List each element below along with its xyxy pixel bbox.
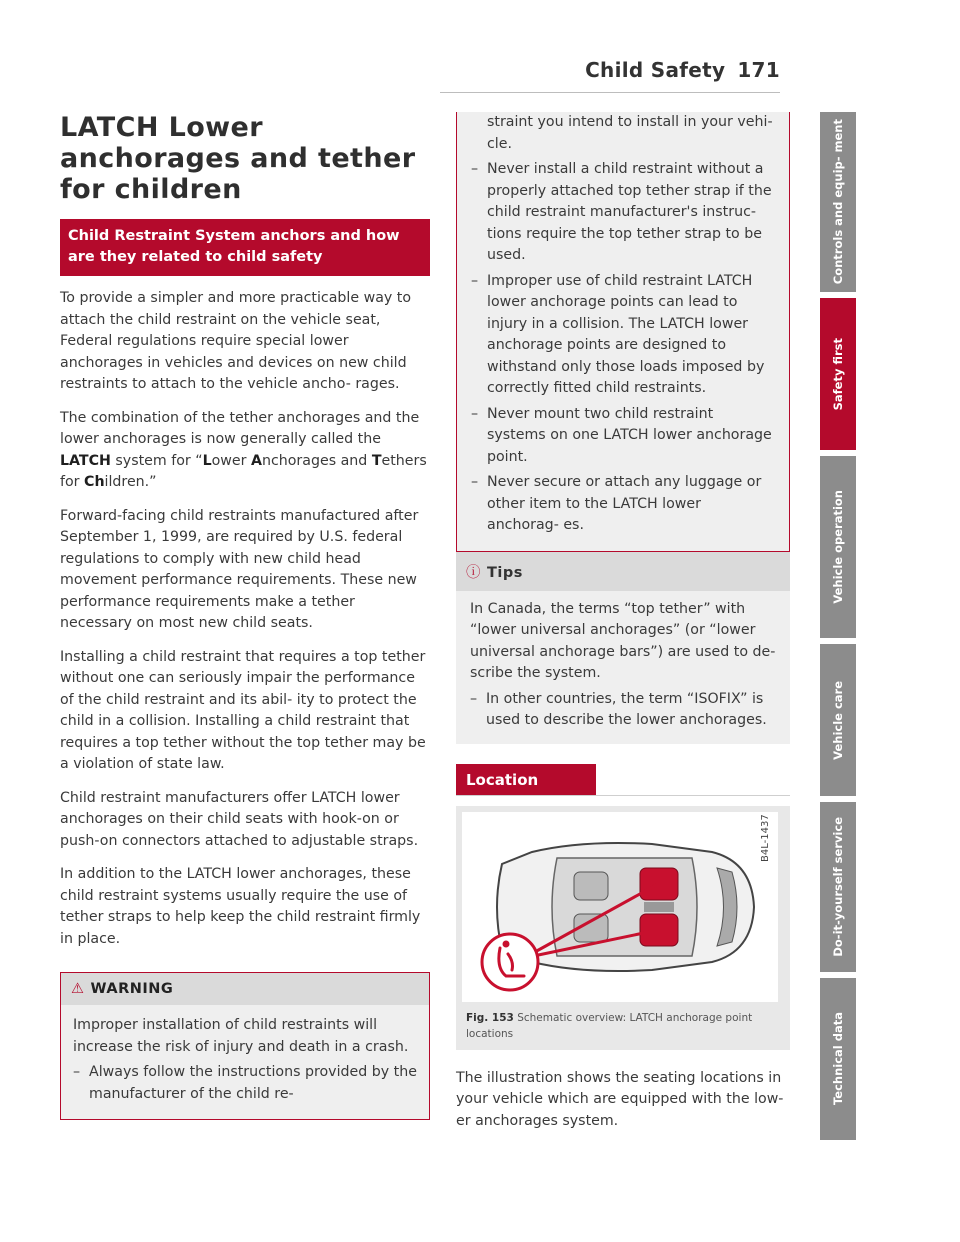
rear-seat-left-latch <box>640 868 678 900</box>
p2-L: L <box>202 452 212 469</box>
figure-caption-text: Schematic overview: LATCH anchorage point locations <box>466 1011 753 1040</box>
right-column <box>456 112 790 1144</box>
side-tab-vehicle-care[interactable] <box>820 644 856 796</box>
side-tab-label: Vehicle care <box>830 680 845 760</box>
tips-bullet-1: – In other countries, the term “ISOFIX” is used to describe the lower anchorages. <box>470 689 776 732</box>
warning-bullet-1: – Always follow the instructions provided by the manufacturer of the child re- <box>73 1062 417 1105</box>
p2-latch: LATCH <box>60 452 111 469</box>
child-seat-head-icon <box>503 940 510 947</box>
warning-label: WARNING <box>90 981 174 997</box>
rear-seat-right-latch <box>640 914 678 946</box>
figure-caption-number: Fig. 153 <box>466 1011 514 1024</box>
info-icon: ⓘ <box>466 564 481 581</box>
tips-box <box>456 552 790 744</box>
subheading-bar: Child Restraint System anchors and how are they related to child safety <box>60 219 430 276</box>
side-tab-controls[interactable] <box>820 112 856 292</box>
paragraph-6: In addition to the LATCH lower anchorages, these child restraint systems usually require the use of tether straps to help keep the child restraint firmly in place. <box>60 866 421 947</box>
paragraph-1: To provide a simpler and more practicable way to attach the child restraint on the vehicle seat, Federal regulations require special lower anchorages in vehicles and devices on new child restraints to attach to the vehicle ancho- rages. <box>60 290 412 392</box>
location-heading: Location <box>456 764 596 796</box>
warning-bullet-4: – Never mount two child restraint systems on one LATCH lower anchorage point. <box>471 404 775 469</box>
warning-continued-text: straint you intend to install in your vehi- cle. <box>487 114 773 152</box>
p2-text-c: ower <box>211 452 251 469</box>
side-tab-do-it-yourself[interactable] <box>820 802 856 972</box>
paragraph-2 <box>60 408 430 494</box>
running-header <box>510 58 780 82</box>
side-tab-label: Technical data <box>830 1012 845 1106</box>
front-seat-left <box>574 872 608 900</box>
child-seat-symbol-circle <box>482 934 538 990</box>
side-tab-vehicle-operation[interactable] <box>820 456 856 638</box>
side-tab-technical-data[interactable] <box>820 978 856 1140</box>
title-line-3: for children <box>60 174 242 205</box>
warning-box-continued <box>456 112 790 552</box>
figure-code: B4L-1437 <box>760 813 771 862</box>
location-rule <box>456 795 790 796</box>
side-tab-label: Safety first <box>830 337 845 411</box>
title-line-2: anchorages and tether <box>60 143 416 174</box>
p2-CH: Ch <box>84 474 105 490</box>
figure-153 <box>456 806 790 1050</box>
car-latch-illustration <box>462 812 778 1002</box>
paragraph-3: Forward-facing child restraints manufactured after September 1, 1999, are required by U.S. federal regulations to comply with new child head movement performance requirements. These new performance requirements make a tether necessary on most new child seats. <box>60 507 419 631</box>
rear-seat-center <box>644 902 674 912</box>
p2-A: A <box>250 452 262 469</box>
header-rule <box>440 92 780 93</box>
warning-header <box>61 973 429 1005</box>
title-line-1: LATCH Lower <box>60 112 263 143</box>
page-number: 171 <box>737 58 780 82</box>
tips-body <box>456 591 790 744</box>
warning-triangle-icon: ⚠ <box>71 981 85 997</box>
left-column <box>60 112 430 1120</box>
warning-bullet-2: – Never install a child restraint without a properly attached top tether strap if the child restraint manufacturer's instruc- tions require the top tether strap to be used. <box>471 159 775 267</box>
warning-bullet-3: – Improper use of child restraint LATCH lower anchorage points can lead to injury in a collision. The LATCH lower anchorage points are designed to withstand only those loads imposed by correctly fitted child restraints. <box>471 271 775 400</box>
section-title: Child Safety <box>585 58 726 82</box>
side-tab-label: Vehicle operation <box>830 490 845 604</box>
side-tab-safety-first[interactable] <box>820 298 856 450</box>
p2-text-a: The combination of the tether anchorages and the lower anchorages is now generally called the <box>60 409 420 447</box>
tips-text: In Canada, the terms “top tether” with “lower universal anchorages” (or “lower universal anchorage bars”) are used to de- scribe the system. <box>470 600 776 681</box>
paragraph-4: Installing a child restraint that requires a top tether without one can seriously impair the performance of the child restraint and its abil- ity to protect the child in a collision. Installing a child restraint that requires a top tether without the top tether may be a violation of state law. <box>60 648 426 772</box>
p2-text-e: ethers for <box>60 452 427 490</box>
page-title <box>60 112 430 205</box>
side-tab-label: Do-it-yourself service <box>830 817 845 957</box>
p2-text-f: ildren.” <box>104 474 157 490</box>
p2-text-b: system for “ <box>110 452 203 469</box>
paragraph-final: The illustration shows the seating locations in your vehicle which are equipped with the low- er anchorages system. <box>456 1069 784 1129</box>
side-tab-label: Controls and equip- ment <box>830 119 845 285</box>
figure-caption <box>462 1002 784 1044</box>
warning-box <box>60 972 430 1120</box>
warning-body <box>61 1005 429 1119</box>
paragraph-5: Child restraint manufacturers offer LATCH lower anchorages on their child seats with hook-on or push-on connectors attached to adjustable straps. <box>60 789 419 849</box>
warning-bullet-5: – Never secure or attach any luggage or other item to the LATCH lower anchorag- es. <box>471 472 775 537</box>
p2-text-d: nchorages and <box>261 452 372 469</box>
tips-header <box>456 552 790 591</box>
warning-text: Improper installation of child restraints will increase the risk of injury and death in a crash. <box>73 1017 409 1055</box>
p2-T: T <box>371 452 382 469</box>
tips-label: Tips <box>487 564 523 581</box>
